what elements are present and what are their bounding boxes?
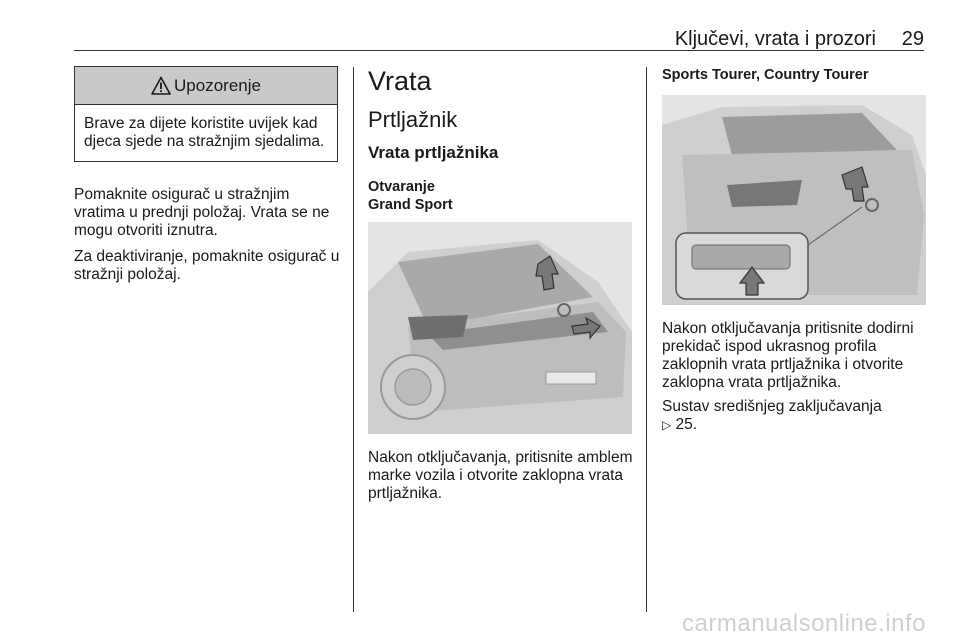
column-divider-1 xyxy=(353,67,354,612)
chapter-title: Ključevi, vrata i prozori xyxy=(674,28,876,50)
page-number: 29 xyxy=(901,28,924,50)
central-locking-paragraph xyxy=(662,398,934,434)
grand-sport-tailgate-figure xyxy=(368,222,632,434)
deactivate-paragraph: Za deaktiviranje, pomaknite osigurač u stražnji položaj. xyxy=(74,248,340,283)
warning-box xyxy=(74,66,338,162)
warning-title: Upozorenje xyxy=(174,75,261,95)
central-locking-text: Sustav središnjeg zaključavanja xyxy=(662,398,882,415)
sports-tourer-paragraph: Nakon otključavanja pritisnite dodirni prekidač ispod ukrasnog profila zaklopnih vrata prtljažnika i otvorite zaklopna vrata prtljažnika. xyxy=(662,320,914,391)
topic-heading: Vrata prtljažnika xyxy=(368,143,499,162)
section-heading: Vrata xyxy=(368,66,432,96)
watermark: carmanualsonline.info xyxy=(682,610,926,637)
child-lock-paragraph: Pomaknite osigurač u stražnjim vratima u prednji položaj. Vrata se ne mogu otvoriti iznutra. xyxy=(74,186,330,239)
subsection-heading: Prtljažnik xyxy=(368,107,458,132)
label-opening: Otvaranje xyxy=(368,179,435,195)
grand-sport-caption: Nakon otključavanja, pritisnite amblem marke vozila i otvorite zaklopna vrata prtljažnika. xyxy=(368,449,633,502)
warning-text: Brave za dijete koristite uvijek kad djeca sjede na stražnjim sjedalima. xyxy=(84,115,325,150)
header-rule xyxy=(74,50,924,51)
reference-arrow-icon: ▷ xyxy=(662,418,672,432)
sports-tourer-tailgate-figure xyxy=(662,95,926,305)
column-divider-2 xyxy=(646,67,647,612)
page-reference-link[interactable]: 25. xyxy=(675,416,698,433)
warning-triangle-icon xyxy=(151,76,171,96)
label-sports-tourer: Sports Tourer, Country Tourer xyxy=(662,67,869,83)
label-grand-sport: Grand Sport xyxy=(368,197,453,213)
warning-header xyxy=(75,67,337,105)
